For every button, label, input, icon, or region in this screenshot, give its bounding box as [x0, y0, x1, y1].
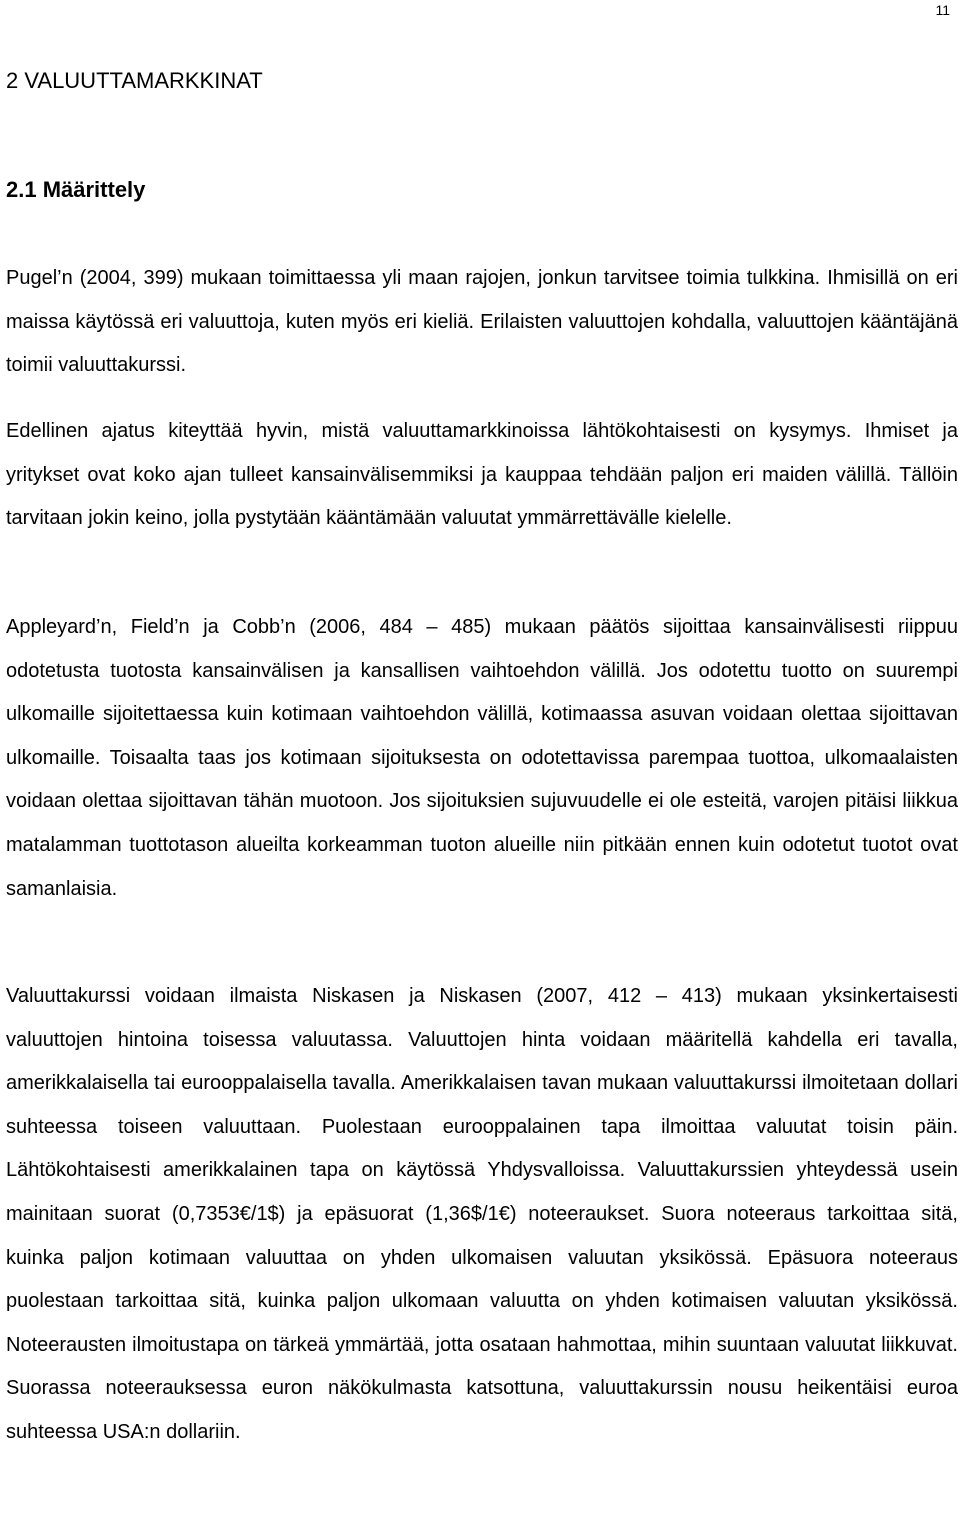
paragraph-investment-decision: Appleyard’n, Field’n ja Cobb’n (2006, 484 – 485) mukaan päätös sijoittaa kansainvälisesti riippuu odotetusta tuotosta kansainvälisen ja kansallisen vaihtoehdon välillä. Jos odotettu tuotto on suurempi ulkomaille sijoitettaessa kuin kotimaan vaihtoehdon välillä, kotimaassa asuvan voidaan olettaa sijoittavan ulkomaille. Toisaalta taas jos kotimaan sijoituksesta on odotettavissa parempaa tuottoa, ulkomaalaisten voidaan olettaa sijoittavan tähän muotoon. Jos sijoituksien sujuvuudelle ei ole esteitä, varojen pitäisi liikkua matalamman tuottotason alueilta korkeamman tuoton alueille niin pitkään ennen kuin odotetut tuotot ovat samanlaisia. — [6, 616, 958, 900]
paragraph-market-summary: Edellinen ajatus kiteyttää hyvin, mistä valuuttamarkkinoissa lähtökohtaisesti on kysymys. Ihmiset ja yritykset ovat koko ajan tulleet kansainvälisemmiksi ja kauppaa tehdään paljon eri maiden välillä. Tällöin tarvitaan jokin keino, jolla pystytään kääntämään valuutat ymmärrettävälle kielelle. — [6, 420, 958, 530]
section-title: 2.1 Määrittely — [6, 177, 146, 202]
page-number: 11 — [935, 2, 950, 18]
paragraph-pugel-intro: Pugel’n (2004, 399) mukaan toimittaessa yli maan rajojen, jonkun tarvitsee toimia tulkkina. Ihmisillä on eri maissa käytössä eri valuuttoja, kuten myös eri kieliä. Erilaisten valuuttojen kohdalla, valuuttojen kääntäjänä toimii valuuttakurssi. — [6, 267, 958, 377]
paragraph-exchange-rate-quotation: Valuuttakurssi voidaan ilmaista Niskasen ja Niskasen (2007, 412 – 413) mukaan yksinkertaisesti valuuttojen hintoina toisessa valuutassa. Valuuttojen hinta voidaan määritellä kahdella eri tavalla, amerikkalaisella tai eurooppalaisella tavalla. Amerikkalaisen tavan mukaan valuuttakurssi ilmoitetaan dollari suhteessa toiseen valuuttaan. Puolestaan eurooppalainen tapa ilmoittaa valuutat toisin päin. Lähtökohtaisesti amerikkalainen tapa on käytössä Yhdysvalloissa. Valuuttakurssien yhteydessä usein mainitaan suorat (0,7353€/1$) ja epäsuorat (1,36$/1€) noteeraukset. Suora noteeraus tarkoittaa sitä, kuinka paljon kotimaan valuuttaa on yhden ulkomaisen valuutan yksikössä. Epäsuora noteeraus puolestaan tarkoittaa sitä, kuinka paljon ulkomaan valuutta on yhden kotimaisen valuutan yksikössä. Noteerausten ilmoitustapa on tärkeä ymmärtää, jotta osataan hahmottaa, mihin suuntaan valuutat liikkuvat. Suorassa noteerauksessa euron näkökulmasta katsottuna, valuuttakurssin nousu heikentäisi euroa suhteessa USA:n dollariin. — [6, 985, 958, 1443]
chapter-title: 2 VALUUTTAMARKKINAT — [6, 68, 263, 93]
